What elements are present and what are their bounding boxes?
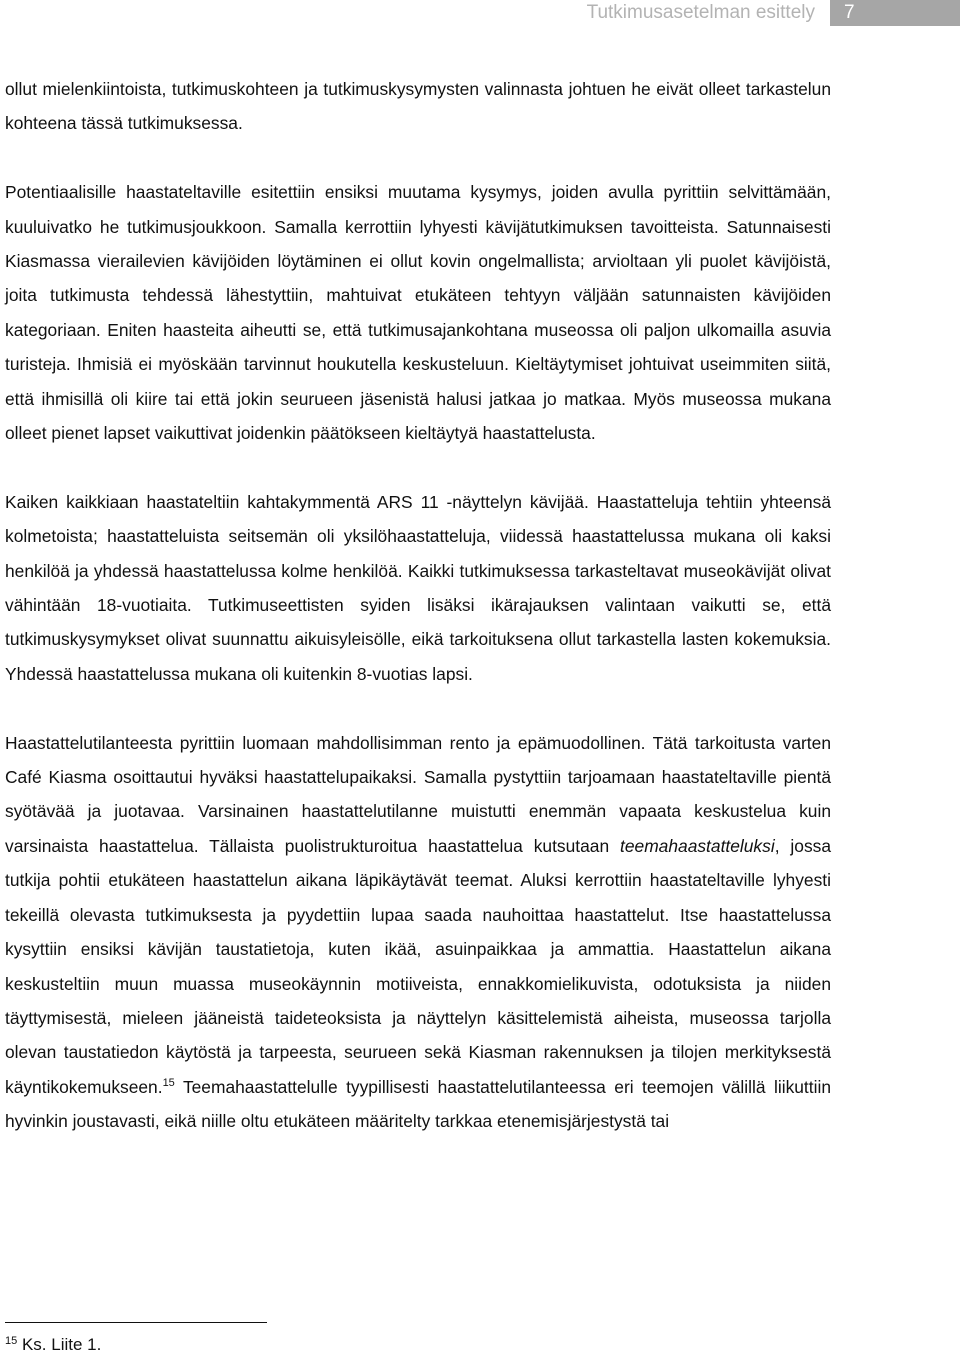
footnote-number: 15 xyxy=(5,1335,18,1347)
paragraph-text: Haastattelutilanteesta pyrittiin luomaan mahdollisimman rento ja epämuodollinen. Tätä tarkoitusta varten Café Kiasma osoittautui hyväksi haastattelupaikaksi. Samalla pystyttiin tarjoamaan haastateltaville pientä syötävää ja juotavaa. Varsinainen haastattelutilanne muistutti enemmän vapaata keskustelua kuin varsinaista haastattelua. Tällaista puolistrukturoitua haastattelua kutsutaan xyxy=(5,732,831,856)
paragraph: Kaiken kaikkiaan haastateltiin kahtakymmentä ARS 11 -näyttelyn kävijää. Haastatteluja tehtiin yhteensä kolmetoista; haastatteluista seitsemän oli yksilöhaastatteluja, viidessä haastattelussa mukana oli kaksi henkilöä ja yhdessä haastattelussa kolme henkilöä. Kaikki tutkimuksessa tarkasteltavat museokävijät olivat vähintään 18-vuotiaita. Tutkimuseettisten syiden lisäksi ikärajauksen valintaan vaikutti se, että tutkimuskysymykset olivat suunnattu aikuisyleisölle, eikä tarkoituksena ollut tarkastella lasten kokemuksia. Yhdessä haastattelussa mukana oli kuitenkin 8-vuotias lapsi. xyxy=(5,491,831,684)
footnote xyxy=(5,1330,101,1356)
paragraph: ollut mielenkiintoista, tutkimuskohteen ja tutkimuskysymysten valinnasta johtuen he eivät olleet tarkastelun kohteena tässä tutkimuksessa. xyxy=(5,79,831,134)
emphasized-term: teemahaastatteluksi xyxy=(620,835,775,856)
running-header-title: Tutkimusasetelman esittely xyxy=(586,2,815,23)
footnote-text: Ks. Liite 1. xyxy=(17,1335,102,1354)
footnote-reference[interactable]: 15 xyxy=(162,1076,175,1089)
paragraph-text: Teemahaastattelulle tyypillisesti haastattelutilanteessa eri teemojen välillä liikuttiin hyvinkin joustavasti, eikä niille oltu etukäteen määritelty tarkkaa etenemisjärjestystä tai xyxy=(5,1076,831,1132)
footnote-separator xyxy=(5,1322,267,1323)
paragraph xyxy=(5,726,831,1139)
paragraph-text: , jossa tutkija pohtii etukäteen haastattelun aikana läpikäytävät teemat. Aluksi kerrottiin haastateltaville lyhyesti tekeillä olevasta tutkimuksesta ja pyydettiin lupaa saada nauhoittaa haastattelut. Itse haastattelussa kysyttiin ensiksi kävijän taustatietoja, kuten ikää, asuinpaikkaa ja ammattia. Haastattelun aikana keskusteltiin muun muassa museokäynnin motiiveista, ennakkomielikuvista, odotuksista ja niiden täyttymisestä, mieleen jääneistä taideteoksista ja näyttelyn käsittelemistä aiheista, museossa tarjolla olevan taustatiedon käytöstä ja tarpeesta, seurueen sekä Kiasman rakennuksen ja tilojen merkityksestä käyntikokemukseen. xyxy=(5,835,832,1097)
paragraph: Potentiaalisille haastateltaville esitettiin ensiksi muutama kysymys, joiden avulla pyrittiin selvittämään, kuuluivatko he tutkimusjoukkoon. Samalla kerrottiin lyhyesti kävijätutkimuksen tavoitteista. Satunnaisesti Kiasmassa vierailevien kävijöiden löytäminen ei ollut kovin ongelmallista; arvioltaan yli puolet kävijöistä, joita tutkimusta tehdessä lähestyttiin, mahtuivat etukäteen tehtyyn väljään satunnaisten kävijöiden kategoriaan. Eniten haasteita aiheutti se, että tutkimusajankohtana museossa oli paljon ulkomailla asuvia turisteja. Ihmisiä ei myöskään tarvinnut houkutella keskusteluun. Kieltäytymiset johtuivat useimmiten siitä, että ihmisillä oli kiire tai että jokin seurueen jäsenistä halusi jatkaa jo matkaa. Myös museossa mukana olleet pienet lapset vaikuttivat joidenkin päätökseen kieltäytyä haastattelusta. xyxy=(5,182,831,444)
body-text xyxy=(5,72,831,1139)
page-number: 7 xyxy=(830,0,960,26)
